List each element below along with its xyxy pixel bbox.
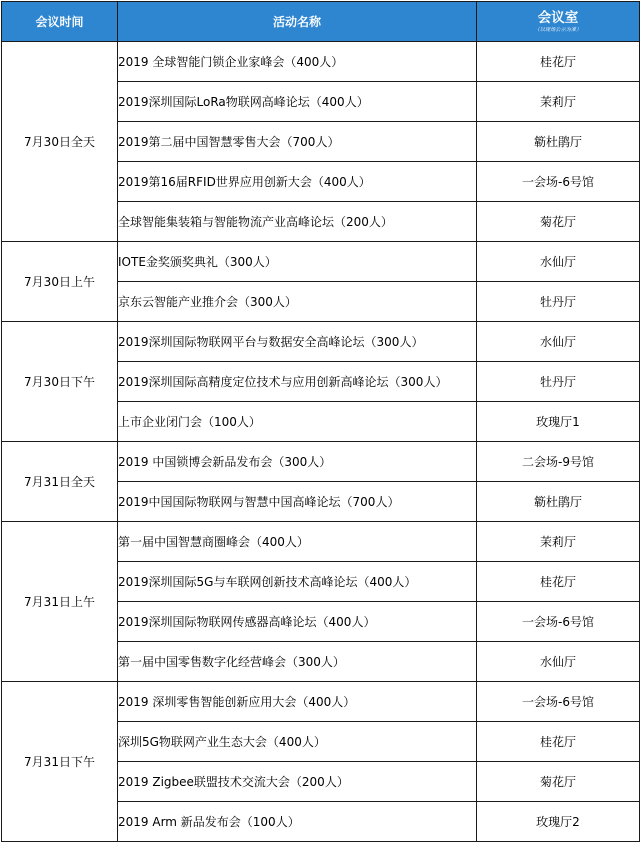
table-row (2, 682, 640, 722)
event-name-cell: 2019中国国际物联网与智慧中国高峰论坛（700人） (118, 482, 477, 522)
table-row (2, 522, 640, 562)
room-cell: 簕杜鹃厅 (477, 482, 640, 522)
event-name-cell: 2019深圳国际高精度定位技术与应用创新高峰论坛（300人） (118, 362, 477, 402)
header-room-note: （以现场公示为准） (534, 27, 582, 33)
event-name-cell: 2019 Arm 新品发布会（100人） (118, 802, 477, 842)
session-time-cell: 7月30日全天 (2, 42, 118, 242)
header-room-label: 会议室 (537, 10, 579, 26)
header-room (477, 2, 640, 42)
table-row (2, 442, 640, 482)
room-cell: 一会场-6号馆 (477, 602, 640, 642)
room-cell: 茉莉厅 (477, 82, 640, 122)
event-name-cell: 2019第二届中国智慧零售大会（700人） (118, 122, 477, 162)
room-cell: 桂花厅 (477, 722, 640, 762)
event-name-cell: 2019 全球智能门锁企业家峰会（400人） (118, 42, 477, 82)
room-cell: 水仙厅 (477, 642, 640, 682)
event-name-cell: 第一届中国智慧商圈峰会（400人） (118, 522, 477, 562)
room-cell: 桂花厅 (477, 562, 640, 602)
session-time-cell: 7月31日上午 (2, 522, 118, 682)
event-name-cell: 上市企业闭门会（100人） (118, 402, 477, 442)
event-name-cell: 京东云智能产业推介会（300人） (118, 282, 477, 322)
room-cell: 桂花厅 (477, 42, 640, 82)
session-time-cell: 7月31日全天 (2, 442, 118, 522)
room-cell: 一会场-6号馆 (477, 162, 640, 202)
session-time-cell: 7月31日下午 (2, 682, 118, 842)
session-time-cell: 7月30日下午 (2, 322, 118, 442)
event-name-cell: IOTE金奖颁奖典礼（300人） (118, 242, 477, 282)
header-row (2, 2, 640, 42)
room-cell: 牡丹厅 (477, 282, 640, 322)
event-name-cell: 深圳5G物联网产业生态大会（400人） (118, 722, 477, 762)
room-cell: 二会场-9号馆 (477, 442, 640, 482)
event-name-cell: 全球智能集装箱与智能物流产业高峰论坛（200人） (118, 202, 477, 242)
schedule-body (2, 42, 640, 842)
room-cell: 水仙厅 (477, 322, 640, 362)
room-cell: 簕杜鹃厅 (477, 122, 640, 162)
header-time: 会议时间 (2, 2, 118, 42)
event-name-cell: 第一届中国零售数字化经营峰会（300人） (118, 642, 477, 682)
header-name: 活动名称 (118, 2, 477, 42)
room-cell: 水仙厅 (477, 242, 640, 282)
room-cell: 玫瑰厅1 (477, 402, 640, 442)
event-name-cell: 2019深圳国际5G与车联网创新技术高峰论坛（400人） (118, 562, 477, 602)
event-name-cell: 2019深圳国际物联网平台与数据安全高峰论坛（300人） (118, 322, 477, 362)
room-cell: 玫瑰厅2 (477, 802, 640, 842)
table-row (2, 322, 640, 362)
event-name-cell: 2019深圳国际LoRa物联网高峰论坛（400人） (118, 82, 477, 122)
event-name-cell: 2019 Zigbee联盟技术交流大会（200人） (118, 762, 477, 802)
event-name-cell: 2019第16届RFID世界应用创新大会（400人） (118, 162, 477, 202)
event-name-cell: 2019 深圳零售智能创新应用大会（400人） (118, 682, 477, 722)
room-cell: 菊花厅 (477, 202, 640, 242)
room-cell: 菊花厅 (477, 762, 640, 802)
table-row (2, 242, 640, 282)
session-time-cell: 7月30日上午 (2, 242, 118, 322)
event-name-cell: 2019 中国锁博会新品发布会（300人） (118, 442, 477, 482)
conference-schedule-table (1, 1, 640, 842)
event-name-cell: 2019深圳国际物联网传感器高峰论坛（400人） (118, 602, 477, 642)
room-cell: 茉莉厅 (477, 522, 640, 562)
room-cell: 一会场-6号馆 (477, 682, 640, 722)
table-row (2, 42, 640, 82)
room-cell: 牡丹厅 (477, 362, 640, 402)
